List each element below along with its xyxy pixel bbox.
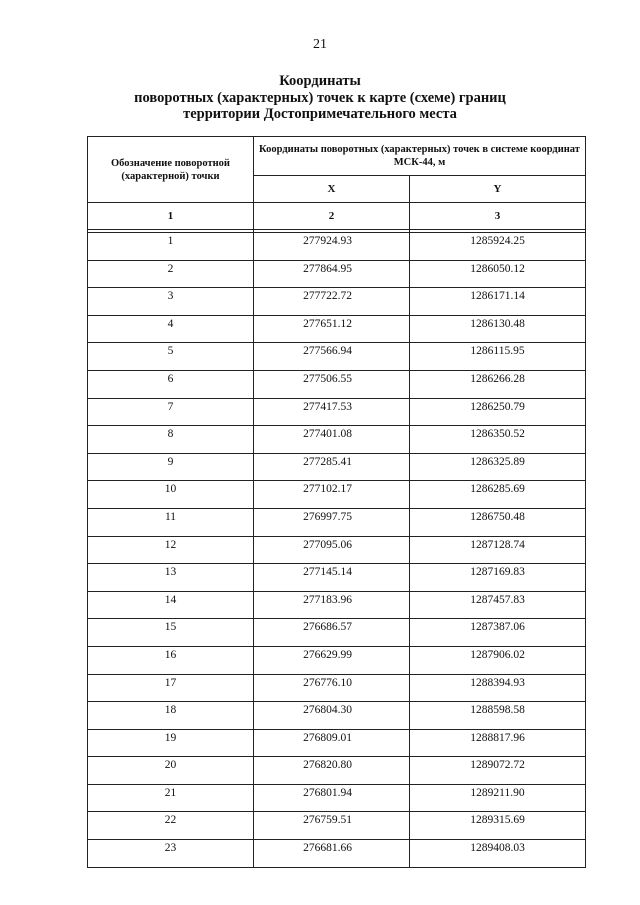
y-coordinate-cell: 1289211.90 bbox=[410, 784, 586, 812]
point-cell: 3 bbox=[88, 288, 254, 316]
x-coordinate-cell: 276686.57 bbox=[254, 619, 410, 647]
table-row bbox=[88, 288, 586, 316]
x-coordinate-cell: 276997.75 bbox=[254, 508, 410, 536]
table-row bbox=[88, 784, 586, 812]
point-cell: 4 bbox=[88, 315, 254, 343]
page-number: 21 bbox=[313, 37, 327, 52]
y-coordinate-cell: 1289408.03 bbox=[410, 840, 586, 868]
point-cell: 10 bbox=[88, 481, 254, 509]
table-row bbox=[88, 591, 586, 619]
table-row bbox=[88, 812, 586, 840]
x-coordinate-cell: 277401.08 bbox=[254, 426, 410, 454]
header-y: Y bbox=[410, 176, 586, 203]
table-row bbox=[88, 481, 586, 509]
x-coordinate-cell: 277722.72 bbox=[254, 288, 410, 316]
y-coordinate-cell: 1289315.69 bbox=[410, 812, 586, 840]
x-coordinate-cell: 277417.53 bbox=[254, 398, 410, 426]
table-row bbox=[88, 453, 586, 481]
x-coordinate-cell: 276804.30 bbox=[254, 702, 410, 730]
point-cell: 18 bbox=[88, 702, 254, 730]
point-cell: 2 bbox=[88, 260, 254, 288]
y-coordinate-cell: 1286325.89 bbox=[410, 453, 586, 481]
column-number-3: 3 bbox=[410, 203, 586, 230]
point-cell: 15 bbox=[88, 619, 254, 647]
title-line-3: территории Достопримечательного места bbox=[183, 106, 457, 122]
x-coordinate-cell: 277566.94 bbox=[254, 343, 410, 371]
table-row bbox=[88, 757, 586, 785]
point-cell: 22 bbox=[88, 812, 254, 840]
x-coordinate-cell: 276776.10 bbox=[254, 674, 410, 702]
x-coordinate-cell: 276759.51 bbox=[254, 812, 410, 840]
y-coordinate-cell: 1287128.74 bbox=[410, 536, 586, 564]
table-row bbox=[88, 260, 586, 288]
point-cell: 17 bbox=[88, 674, 254, 702]
x-coordinate-cell: 277145.14 bbox=[254, 564, 410, 592]
y-coordinate-cell: 1287169.83 bbox=[410, 564, 586, 592]
table-row bbox=[88, 729, 586, 757]
y-coordinate-cell: 1286171.14 bbox=[410, 288, 586, 316]
column-number-row bbox=[88, 203, 586, 230]
point-cell: 19 bbox=[88, 729, 254, 757]
x-coordinate-cell: 277924.93 bbox=[254, 233, 410, 261]
point-cell: 1 bbox=[88, 233, 254, 261]
table-row bbox=[88, 674, 586, 702]
x-coordinate-cell: 276681.66 bbox=[254, 840, 410, 868]
x-coordinate-cell: 276629.99 bbox=[254, 646, 410, 674]
table-row bbox=[88, 233, 586, 261]
x-coordinate-cell: 277102.17 bbox=[254, 481, 410, 509]
x-coordinate-cell: 277864.95 bbox=[254, 260, 410, 288]
point-cell: 9 bbox=[88, 453, 254, 481]
table-row bbox=[88, 343, 586, 371]
y-coordinate-cell: 1286250.79 bbox=[410, 398, 586, 426]
table-row bbox=[88, 702, 586, 730]
point-cell: 8 bbox=[88, 426, 254, 454]
header-point-designation: Обозначение поворотной (характерной) точки bbox=[88, 137, 254, 203]
coordinates-table bbox=[87, 136, 586, 868]
point-cell: 14 bbox=[88, 591, 254, 619]
table-row bbox=[88, 536, 586, 564]
coordinates-rows bbox=[88, 233, 586, 868]
document-title bbox=[0, 73, 640, 123]
point-cell: 21 bbox=[88, 784, 254, 812]
table-row bbox=[88, 370, 586, 398]
y-coordinate-cell: 1287457.83 bbox=[410, 591, 586, 619]
point-cell: 13 bbox=[88, 564, 254, 592]
point-cell: 5 bbox=[88, 343, 254, 371]
point-cell: 20 bbox=[88, 757, 254, 785]
x-coordinate-cell: 276801.94 bbox=[254, 784, 410, 812]
title-line-2: поворотных (характерных) точек к карте (схеме) границ bbox=[134, 89, 506, 106]
point-cell: 6 bbox=[88, 370, 254, 398]
x-coordinate-cell: 276809.01 bbox=[254, 729, 410, 757]
point-cell: 7 bbox=[88, 398, 254, 426]
table-row bbox=[88, 315, 586, 343]
table-row bbox=[88, 508, 586, 536]
y-coordinate-cell: 1286130.48 bbox=[410, 315, 586, 343]
x-coordinate-cell: 276820.80 bbox=[254, 757, 410, 785]
point-cell: 16 bbox=[88, 646, 254, 674]
y-coordinate-cell: 1287387.06 bbox=[410, 619, 586, 647]
table-row bbox=[88, 619, 586, 647]
column-number-1: 1 bbox=[88, 203, 254, 230]
table-row bbox=[88, 426, 586, 454]
table-row bbox=[88, 646, 586, 674]
y-coordinate-cell: 1286350.52 bbox=[410, 426, 586, 454]
table-row bbox=[88, 840, 586, 868]
point-cell: 23 bbox=[88, 840, 254, 868]
x-coordinate-cell: 277285.41 bbox=[254, 453, 410, 481]
x-coordinate-cell: 277095.06 bbox=[254, 536, 410, 564]
x-coordinate-cell: 277183.96 bbox=[254, 591, 410, 619]
table-row bbox=[88, 564, 586, 592]
y-coordinate-cell: 1286115.95 bbox=[410, 343, 586, 371]
x-coordinate-cell: 277506.55 bbox=[254, 370, 410, 398]
x-coordinate-cell: 277651.12 bbox=[254, 315, 410, 343]
header-coordinates: Координаты поворотных (характерных) точек в системе координат МСК-44, м bbox=[254, 137, 586, 176]
y-coordinate-cell: 1285924.25 bbox=[410, 233, 586, 261]
y-coordinate-cell: 1288394.93 bbox=[410, 674, 586, 702]
column-number-2: 2 bbox=[254, 203, 410, 230]
title-line-1: Координаты bbox=[279, 73, 361, 89]
y-coordinate-cell: 1289072.72 bbox=[410, 757, 586, 785]
header-x: X bbox=[254, 176, 410, 203]
point-cell: 11 bbox=[88, 508, 254, 536]
y-coordinate-cell: 1286050.12 bbox=[410, 260, 586, 288]
y-coordinate-cell: 1288817.96 bbox=[410, 729, 586, 757]
y-coordinate-cell: 1286750.48 bbox=[410, 508, 586, 536]
y-coordinate-cell: 1286285.69 bbox=[410, 481, 586, 509]
point-cell: 12 bbox=[88, 536, 254, 564]
y-coordinate-cell: 1286266.28 bbox=[410, 370, 586, 398]
y-coordinate-cell: 1288598.58 bbox=[410, 702, 586, 730]
table-row bbox=[88, 398, 586, 426]
y-coordinate-cell: 1287906.02 bbox=[410, 646, 586, 674]
